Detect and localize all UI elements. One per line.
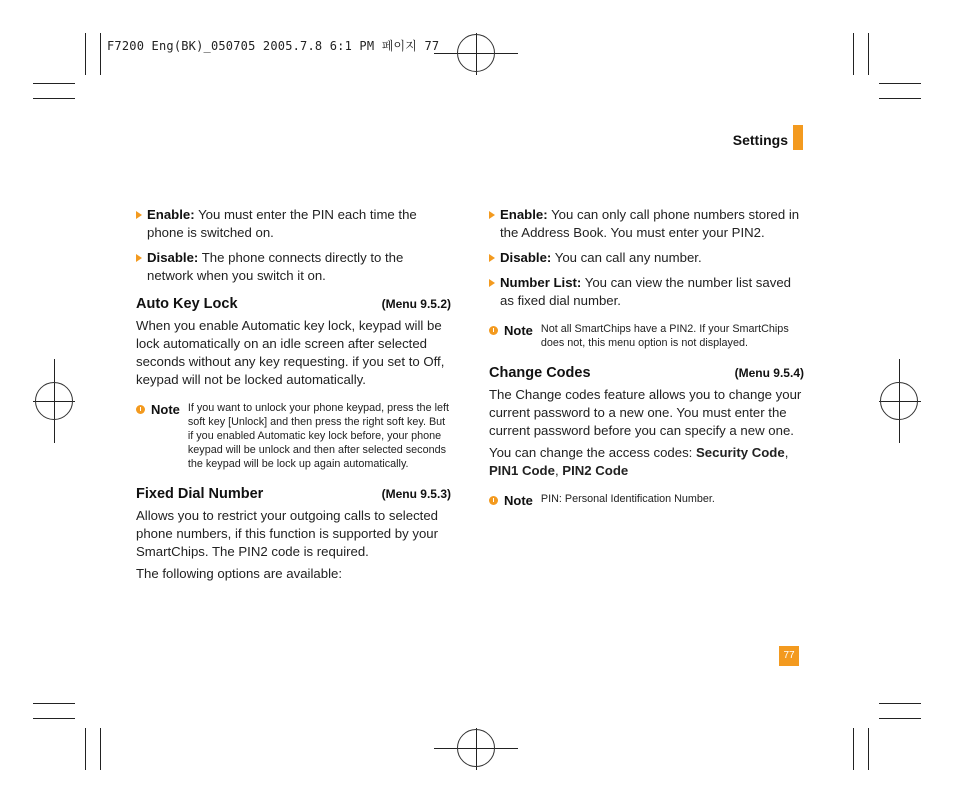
note-icon: [136, 405, 145, 414]
note-box: [489, 322, 804, 350]
section-heading: [489, 364, 804, 382]
bullet-item: [136, 206, 451, 242]
bullet-text: You can view the number list saved as fixed dial number.: [500, 275, 791, 308]
access-codes-paragraph: [489, 444, 804, 480]
note-label: Note: [504, 493, 533, 508]
menu-reference: (Menu 9.5.2): [381, 297, 451, 311]
code-pin2: PIN2 Code: [562, 463, 629, 478]
section-heading: [136, 485, 451, 503]
crop-mark: [853, 33, 854, 75]
bullet-label: Disable:: [500, 250, 552, 265]
note-text: If you want to unlock your phone keypad, press the left soft key [Unlock] and then press the right soft key. But if you enabled Automatic key lock before, your phone keypad will be unlock and then after selected seconds the keypad will be lock up again automatically.: [187, 402, 449, 470]
page-number: 77: [779, 646, 799, 666]
crop-mark: [879, 703, 921, 704]
code-security: Security Code: [696, 445, 785, 460]
note-label: Note: [504, 323, 533, 338]
note-text: Not all SmartChips have a PIN2. If your SmartChips does not, this menu option is not displayed.: [540, 323, 789, 349]
note-text: PIN: Personal Identification Number.: [540, 493, 715, 505]
registration-mark: [457, 34, 495, 72]
registration-mark: [35, 382, 73, 420]
bullet-item: [489, 206, 804, 242]
right-column: [489, 206, 804, 524]
bullet-text: You can only call phone numbers stored in the Address Book. You must enter your PIN2.: [500, 207, 800, 240]
triangle-bullet-icon: [489, 254, 495, 262]
heading-title: Fixed Dial Number: [136, 486, 264, 502]
body-paragraph: The following options are available:: [136, 566, 342, 581]
bullet-label: Disable:: [147, 250, 199, 265]
bullet-item: [136, 249, 451, 285]
note-label: Note: [151, 402, 180, 417]
section-heading: [136, 295, 451, 313]
bullet-text: You must enter the PIN each time the phone is switched on.: [147, 207, 417, 240]
section-header: Settings: [732, 132, 788, 148]
note-icon: [489, 326, 498, 335]
bullet-text: The phone connects directly to the network when you switch it on.: [147, 250, 404, 283]
crop-mark: [33, 83, 75, 84]
codes-intro: You can change the access codes:: [489, 445, 696, 460]
body-paragraph: When you enable Automatic key lock, keypad will be lock automatically on an idle screen after selected seconds without any key requesting. if you set to Off, keypad will not be locked automatically.: [136, 318, 445, 387]
bullet-label: Number List:: [500, 275, 582, 290]
crop-mark: [879, 98, 921, 99]
note-box: [489, 492, 804, 510]
code-pin1: PIN1 Code: [489, 463, 555, 478]
crop-mark: [33, 703, 75, 704]
bullet-label: Enable:: [147, 207, 195, 222]
bullet-item: [489, 249, 804, 267]
separator: ,: [784, 445, 789, 460]
crop-mark: [868, 33, 869, 75]
bullet-text: You can call any number.: [551, 250, 702, 265]
registration-mark: [457, 729, 495, 767]
crop-mark: [100, 33, 101, 75]
crop-mark: [879, 718, 921, 719]
crop-mark: [33, 718, 75, 719]
body-paragraph: Allows you to restrict your outgoing calls to selected phone numbers, if this function is supported by your SmartChips. The PIN2 code is required.: [136, 508, 439, 559]
body-paragraph: The Change codes feature allows you to change your current password to a new one. You must enter the current password before you can specify a new one.: [489, 387, 802, 438]
section-tab: [793, 125, 803, 150]
registration-mark: [880, 382, 918, 420]
menu-reference: (Menu 9.5.4): [734, 366, 804, 380]
bullet-label: Enable:: [500, 207, 548, 222]
printer-slug: F7200 Eng(BK)_050705 2005.7.8 6:1 PM 페이지 77: [107, 39, 440, 53]
triangle-bullet-icon: [136, 254, 142, 262]
bullet-item: [489, 274, 804, 310]
crop-mark: [868, 728, 869, 770]
heading-title: Auto Key Lock: [136, 296, 238, 312]
triangle-bullet-icon: [489, 279, 495, 287]
crop-mark: [85, 728, 86, 770]
crop-mark: [33, 98, 75, 99]
menu-reference: (Menu 9.5.3): [381, 487, 451, 501]
crop-mark: [100, 728, 101, 770]
triangle-bullet-icon: [136, 211, 142, 219]
separator: ,: [554, 463, 563, 478]
left-column: [136, 206, 451, 587]
note-icon: [489, 496, 498, 505]
note-box: [136, 401, 451, 471]
crop-mark: [879, 83, 921, 84]
crop-mark: [85, 33, 86, 75]
heading-title: Change Codes: [489, 365, 591, 381]
triangle-bullet-icon: [489, 211, 495, 219]
crop-mark: [853, 728, 854, 770]
